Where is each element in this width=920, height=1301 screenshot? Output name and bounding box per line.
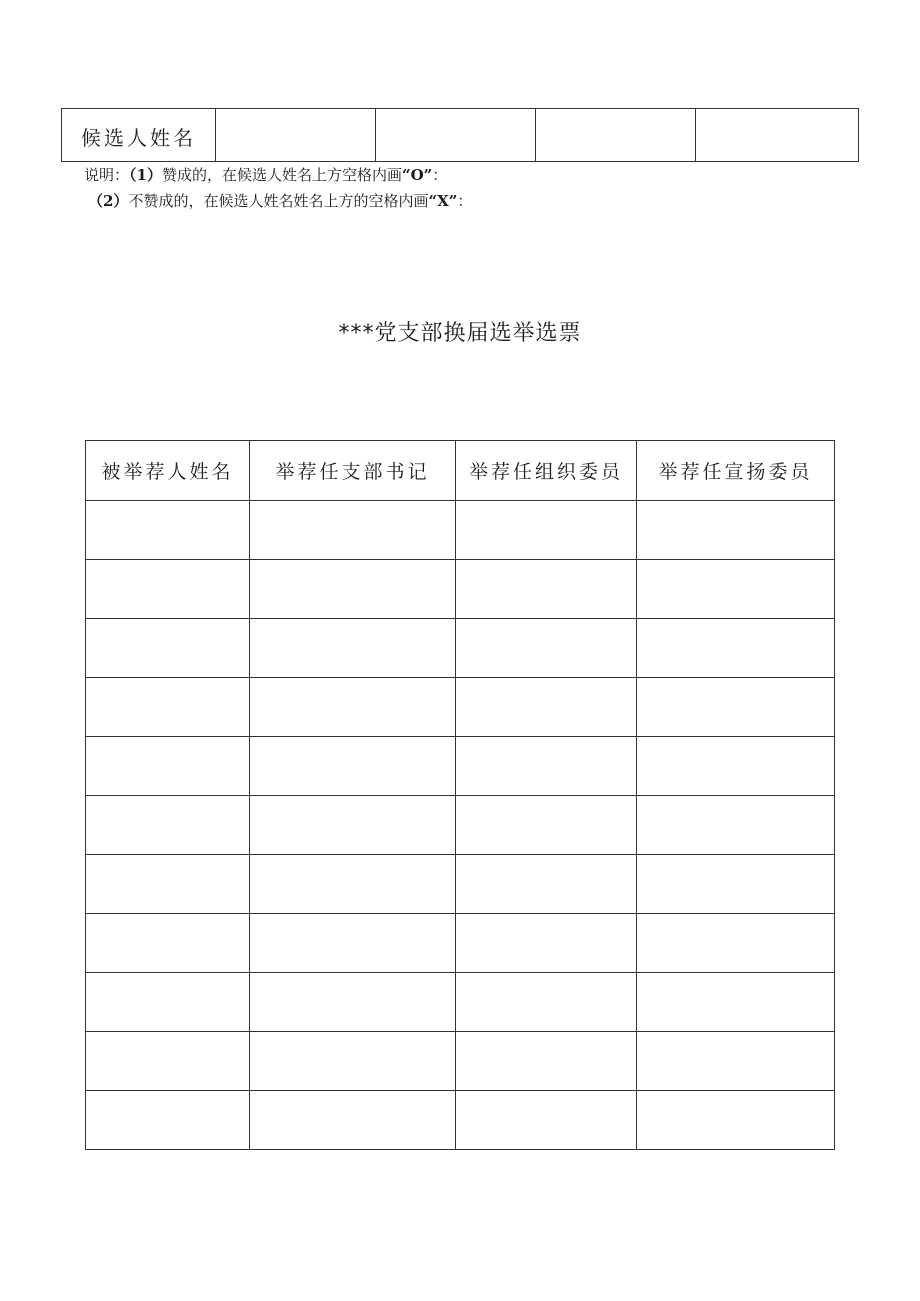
ballot-row bbox=[86, 737, 835, 796]
instruction-1-text: 赞成的，在候选人姓名上方空格内画 bbox=[161, 166, 402, 184]
header-publicity-member: 举荐任宣扬委员 bbox=[637, 441, 835, 501]
ballot-cell[interactable] bbox=[456, 560, 637, 619]
candidate-cell[interactable] bbox=[696, 109, 859, 162]
ballot-cell[interactable] bbox=[637, 796, 835, 855]
candidate-cell[interactable] bbox=[536, 109, 696, 162]
ballot-cell[interactable] bbox=[86, 914, 250, 973]
header-branch-secretary: 举荐任支部书记 bbox=[250, 441, 456, 501]
instruction-prefix: 说明： bbox=[84, 166, 130, 184]
ballot-cell[interactable] bbox=[637, 1091, 835, 1150]
instruction-2-number: （2） bbox=[88, 192, 129, 210]
ballot-cell[interactable] bbox=[250, 914, 456, 973]
ballot-cell[interactable] bbox=[456, 973, 637, 1032]
candidate-table bbox=[61, 108, 859, 162]
header-nominee-name: 被举荐人姓名 bbox=[86, 441, 250, 501]
ballot-cell[interactable] bbox=[86, 678, 250, 737]
ballot-row bbox=[86, 855, 835, 914]
ballot-cell[interactable] bbox=[250, 678, 456, 737]
ballot-cell[interactable] bbox=[637, 501, 835, 560]
candidate-cell[interactable] bbox=[376, 109, 536, 162]
ballot-row bbox=[86, 560, 835, 619]
ballot-cell[interactable] bbox=[86, 1032, 250, 1091]
ballot-cell[interactable] bbox=[456, 855, 637, 914]
instruction-2-end: ： bbox=[457, 192, 473, 210]
candidate-name-label: 候选人姓名 bbox=[62, 109, 216, 162]
ballot-cell[interactable] bbox=[250, 501, 456, 560]
ballot-cell[interactable] bbox=[456, 619, 637, 678]
ballot-cell[interactable] bbox=[86, 619, 250, 678]
instruction-1-end: ： bbox=[432, 166, 448, 184]
instruction-line-2 bbox=[88, 191, 472, 211]
ballot-cell[interactable] bbox=[637, 973, 835, 1032]
ballot-row bbox=[86, 973, 835, 1032]
ballot-cell[interactable] bbox=[250, 1032, 456, 1091]
ballot-row bbox=[86, 914, 835, 973]
instruction-2-text: 不赞成的，在候选人姓名姓名上方的空格内画 bbox=[128, 192, 429, 210]
ballot-cell[interactable] bbox=[637, 1032, 835, 1091]
ballot-row bbox=[86, 619, 835, 678]
ballot-cell[interactable] bbox=[86, 560, 250, 619]
ballot-row bbox=[86, 1032, 835, 1091]
ballot-cell[interactable] bbox=[637, 678, 835, 737]
ballot-cell[interactable] bbox=[456, 1091, 637, 1150]
ballot-cell[interactable] bbox=[250, 855, 456, 914]
ballot-header-row bbox=[86, 441, 835, 501]
ballot-cell[interactable] bbox=[250, 737, 456, 796]
page-title: ***党支部换届选举选票 bbox=[338, 321, 582, 346]
header-organization-member: 举荐任组织委员 bbox=[456, 441, 637, 501]
ballot-cell[interactable] bbox=[86, 855, 250, 914]
ballot-row bbox=[86, 796, 835, 855]
instruction-2-mark: “X” bbox=[428, 192, 458, 210]
ballot-cell[interactable] bbox=[637, 914, 835, 973]
ballot-cell[interactable] bbox=[456, 737, 637, 796]
ballot-body bbox=[86, 501, 835, 1150]
ballot-cell[interactable] bbox=[456, 501, 637, 560]
ballot-cell[interactable] bbox=[86, 796, 250, 855]
ballot-cell[interactable] bbox=[250, 973, 456, 1032]
candidate-row bbox=[62, 109, 859, 162]
ballot-cell[interactable] bbox=[456, 678, 637, 737]
ballot-cell[interactable] bbox=[250, 1091, 456, 1150]
instruction-1-mark: “O” bbox=[401, 166, 433, 184]
ballot-cell[interactable] bbox=[637, 737, 835, 796]
instruction-line-1 bbox=[84, 165, 447, 185]
ballot-cell[interactable] bbox=[250, 619, 456, 678]
ballot-row bbox=[86, 678, 835, 737]
ballot-cell[interactable] bbox=[456, 914, 637, 973]
ballot-cell[interactable] bbox=[86, 737, 250, 796]
ballot-cell[interactable] bbox=[456, 796, 637, 855]
ballot-cell[interactable] bbox=[637, 619, 835, 678]
ballot-row bbox=[86, 1091, 835, 1150]
instruction-1-number: （1） bbox=[129, 166, 162, 184]
ballot-row bbox=[86, 501, 835, 560]
ballot-cell[interactable] bbox=[637, 560, 835, 619]
ballot-table bbox=[85, 440, 835, 1150]
ballot-cell[interactable] bbox=[86, 973, 250, 1032]
ballot-cell[interactable] bbox=[637, 855, 835, 914]
ballot-cell[interactable] bbox=[456, 1032, 637, 1091]
ballot-cell[interactable] bbox=[86, 501, 250, 560]
candidate-cell[interactable] bbox=[216, 109, 376, 162]
ballot-cell[interactable] bbox=[250, 560, 456, 619]
ballot-cell[interactable] bbox=[86, 1091, 250, 1150]
ballot-cell[interactable] bbox=[250, 796, 456, 855]
